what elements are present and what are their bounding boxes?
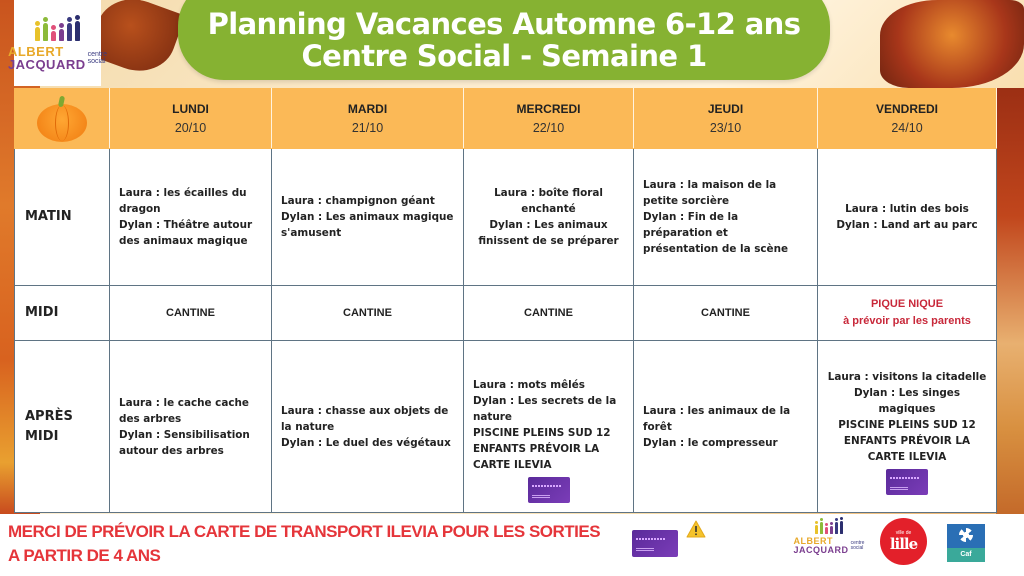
day-name: JEUDI: [707, 102, 744, 116]
ilevia-card-icon: [886, 469, 928, 495]
activity-line: Laura : chasse aux objets de: [281, 404, 449, 417]
day-date: 24/10: [891, 121, 923, 135]
day-header-vendredi: [818, 89, 997, 149]
lunch-cell: CANTINE: [464, 286, 634, 341]
activity-cell: [818, 149, 997, 286]
activity-line: Laura : la maison de la: [643, 179, 777, 191]
day-date: 20/10: [174, 121, 207, 135]
day-header-jeudi: [634, 89, 818, 149]
day-name: MERCREDI: [516, 102, 581, 116]
activity-line: petite sorcière: [643, 195, 730, 207]
activity-line: Laura : les écailles du: [119, 187, 247, 199]
day-date: 21/10: [351, 121, 384, 135]
day-header-lundi: [110, 89, 272, 149]
activity-line: Laura : lutin des bois: [845, 203, 969, 215]
activity-line: Dylan : Fin de la: [643, 211, 739, 223]
family-icon: [35, 15, 80, 41]
activity-line: CARTE ILEVIA: [473, 458, 552, 471]
activity-line: Laura : le cache cache: [119, 396, 249, 409]
albert-jacquard-footer-logo: [793, 518, 865, 568]
day-name: VENDREDI: [875, 102, 938, 116]
background-autumn-right: [996, 88, 1024, 514]
activity-cell: [110, 149, 272, 286]
activity-line: Dylan : Les animaux: [489, 219, 608, 231]
activity-line: CARTE ILEVIA: [867, 450, 947, 463]
logo-name-part2: JACQUARD: [793, 545, 849, 555]
activity-line: enchanté: [521, 203, 576, 215]
caf-logo: [947, 524, 985, 562]
day-date: 23/10: [709, 121, 742, 135]
row-label-line: MIDI: [25, 428, 59, 444]
lunch-cell: CANTINE: [110, 286, 272, 341]
page-subtitle: Centre Social - Semaine 1: [301, 39, 707, 73]
activity-line: Dylan : Le duel des végétaux: [281, 436, 451, 449]
activity-line: Dylan : Les animaux magique: [281, 211, 454, 223]
activity-line: Laura : boîte floral: [494, 187, 603, 199]
picnic-note: à prévoir par les parents: [843, 315, 971, 327]
pumpkin-cell: [15, 89, 110, 149]
activity-line: ENFANTS PRÉVOIR LA: [843, 434, 971, 447]
activity-line: Laura : mots mêlés: [473, 378, 585, 391]
activity-line: Laura : les animaux de la: [643, 404, 791, 417]
autumn-leaf-decoration: [880, 0, 1024, 88]
activity-cell: [110, 341, 272, 513]
notice-line1: MERCI DE PRÉVOIR LA CARTE DE TRANSPORT ILEVIA POUR LES SORTIES: [8, 522, 601, 541]
activity-line: ENFANTS PRÉVOIR LA: [473, 442, 600, 455]
activity-line: préparation et: [643, 227, 728, 239]
activity-cell: [464, 341, 634, 513]
activity-line: Dylan : le compresseur: [643, 436, 778, 449]
table-row-apres-midi: [15, 341, 997, 513]
logo-sub2: social: [87, 58, 106, 65]
caf-label: Caf: [947, 548, 985, 562]
lunch-cell: CANTINE: [272, 286, 464, 341]
activity-line: Dylan : Les singes: [853, 386, 961, 399]
title-banner: [178, 0, 830, 80]
activity-line: magiques: [878, 402, 936, 415]
activity-line: Dylan : Les secrets de la: [473, 394, 617, 407]
warning-icon: [686, 520, 706, 538]
table-row-matin: [15, 149, 997, 286]
activity-line: Dylan : Théâtre autour: [119, 219, 253, 231]
pumpkin-icon: [37, 96, 87, 142]
row-label-matin: MATIN: [15, 149, 110, 286]
lunch-cell-picnic: [818, 286, 997, 341]
row-label-apres-midi: [15, 341, 110, 513]
activity-line: s'amusent: [281, 227, 342, 239]
row-label-midi: MIDI: [15, 286, 110, 341]
ilevia-card-icon: [632, 530, 678, 557]
activity-line: forêt: [643, 420, 672, 433]
logo-name-part2: JACQUARD: [7, 57, 86, 72]
activity-line: Dylan : Sensibilisation: [119, 428, 250, 441]
activity-cell: [464, 149, 634, 286]
albert-jacquard-logo: [7, 0, 108, 86]
table-header-row: [15, 89, 997, 149]
ville-de-lille-logo: [880, 518, 927, 565]
activity-line: PISCINE PLEINS SUD 12: [838, 418, 976, 431]
notice-line2: A PARTIR DE 4 ANS: [8, 546, 161, 565]
day-name: MARDI: [347, 102, 388, 116]
family-icon: [815, 518, 843, 534]
transport-notice: [8, 520, 628, 568]
weekly-schedule-table: [14, 88, 997, 513]
caf-flower-icon: [959, 528, 973, 542]
day-name: LUNDI: [172, 102, 209, 116]
ilevia-card-icon: [528, 477, 570, 503]
activity-line: Laura : champignon géant: [281, 195, 435, 207]
activity-line: Laura : visitons la citadelle: [827, 370, 987, 383]
activity-line: des animaux magique: [119, 235, 248, 247]
activity-line: PISCINE PLEINS SUD 12: [473, 426, 611, 439]
activity-cell: [634, 341, 818, 513]
row-label-line: APRÈS: [25, 408, 73, 424]
day-header-mardi: [272, 89, 464, 149]
logo-name-part1: ALBERT: [7, 44, 64, 59]
logo-sub2: social: [850, 545, 864, 551]
day-date: 22/10: [532, 121, 565, 135]
activity-line: la nature: [281, 420, 335, 433]
activity-line: autour des arbres: [119, 444, 224, 457]
lille-logo-small: ville de: [895, 530, 912, 536]
activity-cell: [272, 341, 464, 513]
logo-sub1: centre: [87, 51, 108, 58]
table-row-midi: [15, 286, 997, 341]
picnic-title: PIQUE NIQUE: [870, 298, 944, 310]
activity-cell: [634, 149, 818, 286]
activity-line: des arbres: [119, 412, 182, 425]
lille-logo-big: lille: [889, 535, 918, 553]
activity-cell: [272, 149, 464, 286]
lunch-cell: CANTINE: [634, 286, 818, 341]
activity-line: nature: [473, 410, 512, 423]
activity-line: Dylan : Land art au parc: [836, 219, 978, 231]
page-title: Planning Vacances Automne 6-12 ans: [207, 7, 801, 41]
activity-line: présentation de la scène: [643, 243, 789, 255]
activity-line: finissent de se préparer: [478, 235, 619, 247]
day-header-mercredi: [464, 89, 634, 149]
activity-line: dragon: [119, 203, 161, 215]
logo-sub1: centre: [850, 540, 865, 546]
activity-cell: [818, 341, 997, 513]
logo-name-part1: ALBERT: [793, 536, 834, 546]
